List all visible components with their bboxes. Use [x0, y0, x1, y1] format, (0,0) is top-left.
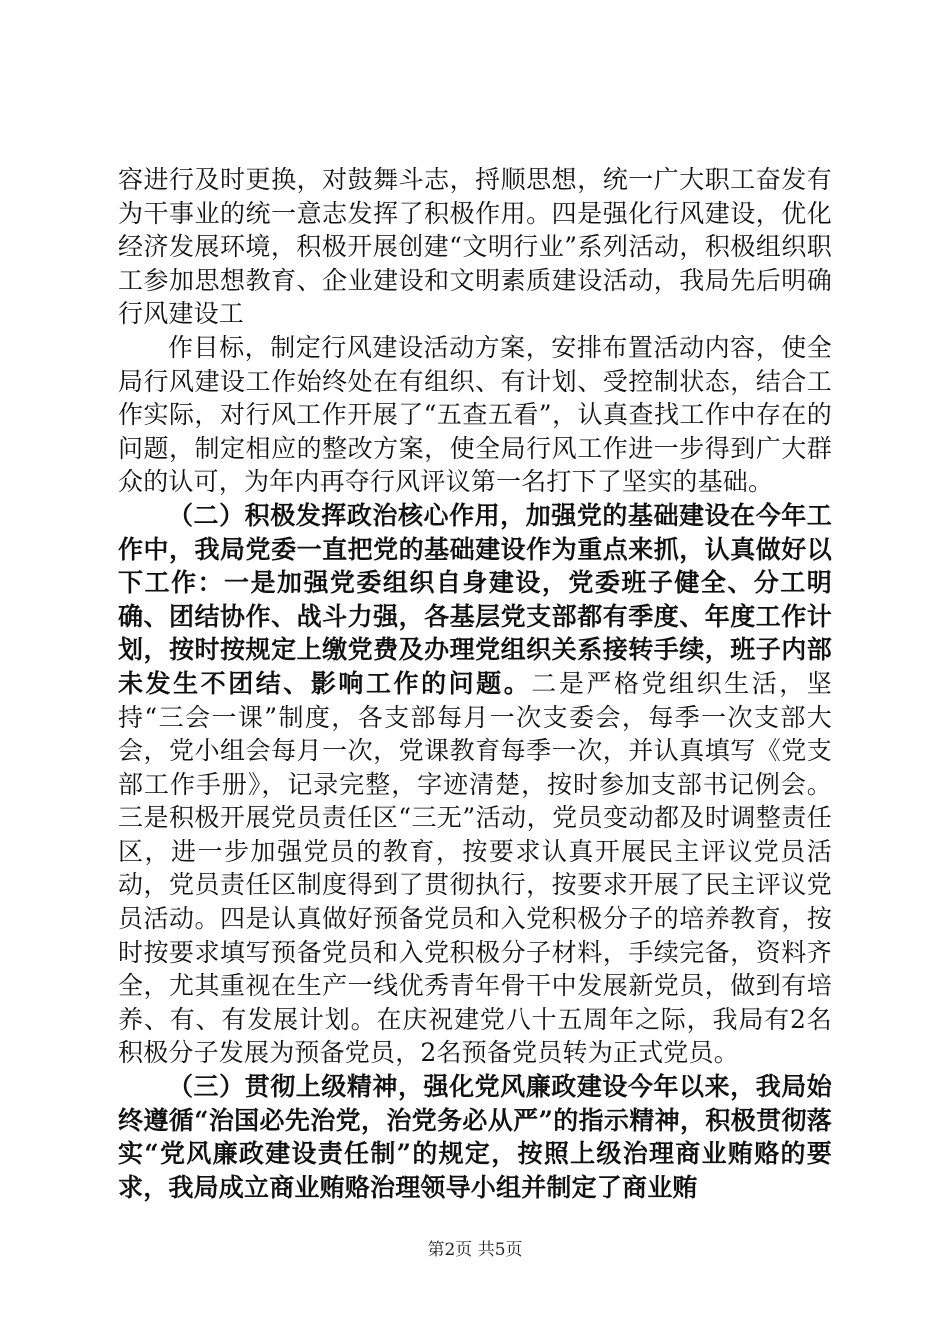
page-number-footer: 第2页 共5页 — [427, 1240, 523, 1260]
paragraph-1: 容进行及时更换，对鼓舞斗志，捋顺思想，统一广大职工奋发有为干事业的统一意志发挥了积极作用。四是强化行风建设，优化经济发展环境，积极开展创建“文明行业”系列活动，积极组织职工参加思想教育、企业建设和文明素质建设活动，我局先后明确行风建设工 — [118, 165, 832, 329]
section-two-bold-text: （二）积极发挥政治核心作用，加强党的基础建设在今年工作中，我局党委一直把党的基础建设作为重点来抓，认真做好以下工作：一是加强党委组织自身建设，党委班子健全、分工明确、团结协作、战斗力强，各基层党支部都有季度、年度工作计划，按时按规定上缴党费及办理党组织关系接转手续，班子内部未发生不团结、影响工作的问题。 — [118, 500, 832, 698]
section-three-paragraph: （三）贯彻上级精神，强化党风廉政建设今年以来，我局始终遵循“治国必先治党，治党务必从严”的指示精神，积极贯彻落实“党风廉政建设责任制”的规定，按照上级治理商业贿赂的要求，我局成立商业贿赂治理领导小组并制定了商业贿 — [118, 1072, 832, 1202]
section-two-paragraph — [118, 499, 832, 1070]
paragraph-2: 作目标，制定行风建设活动方案，安排布置活动内容，使全局行风建设工作始终处在有组织、有计划、受控制状态，结合工作实际，对行风工作开展了“五查五看”，认真查找工作中存在的问题，制定相应的整改方案，使全局行风工作进一步得到广大群众的认可，为年内再夺行风评议第一名打下了坚实的基础。 — [118, 332, 832, 497]
section-two-regular-text: 二是严格党组织生活，坚持“三会一课”制度，各支部每月一次支委会，每季一次支部大会，党小组会每月一次，党课教育每季一次，并认真填写《党支部工作手册》，记录完整，字迹清楚，按时参加支部书记例会。三是积极开展党员责任区“三无”活动，党员变动都及时调整责任区，进一步加强党员的教育，按要求认真开展民主评议党员活动，党员责任区制度得到了贯彻执行，按要求开展了民主评议党员活动。四是认真做好预备党员和入党积极分子的培养教育，按时按要求填写预备党员和入党积极分子材料，手续完备，资料齐全，尤其重视在生产一线优秀青年骨干中发展新党员，做到有培养、有、有发展计划。在庆祝建党八十五周年之际，我局有2名积极分子发展为预备党员，2名预备党员转为正式党员。 — [118, 668, 832, 1068]
document-body — [118, 163, 832, 1204]
